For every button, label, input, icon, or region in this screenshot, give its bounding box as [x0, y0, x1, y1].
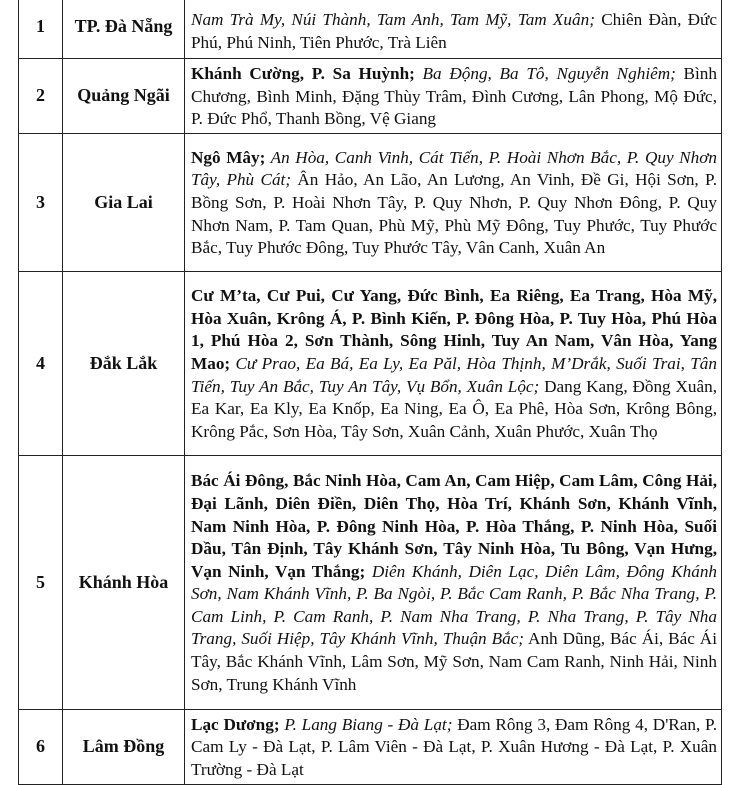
commune-list [185, 0, 722, 59]
table-row [19, 59, 722, 134]
list-segment: An Hòa, Canh Vinh, Cát Tiến, P. Hoài Nhơn Bắc, P. Quy Nhơn Tây, Phù Cát; [191, 147, 717, 190]
commune-list [185, 709, 722, 784]
table-row [19, 709, 722, 784]
list-segment: Cư Prao, Ea Bá, Ea Ly, Ea Păl, Hòa Thịnh, M’Drắk, Suối Trai, Tân Tiến, Tuy An Bắc, Tuy An Tây, Vụ Bổn, Xuân Lộc; [191, 353, 717, 396]
commune-list [185, 59, 722, 134]
region-table [18, 0, 722, 785]
list-segment: Nam Trà My, Núi Thành, Tam Anh, Tam Mỹ, Tam Xuân; [191, 9, 595, 29]
commune-list [185, 455, 722, 709]
list-segment: Ngô Mây; [191, 147, 266, 167]
row-number: 5 [19, 455, 63, 709]
province-name: Gia Lai [63, 133, 185, 271]
list-segment: Lạc Dương; [191, 714, 280, 734]
table-row [19, 455, 722, 709]
list-segment: Đam Rông 3, Đam Rông 4, D'Ran, P. Cam Ly - Đà Lạt, P. Lâm Viên - Đà Lạt, P. Xuân Hương - Đà Lạt, P. Xuân Trường - Đà Lạt [191, 714, 717, 779]
table-row [19, 271, 722, 455]
table-row [19, 0, 722, 59]
commune-list [185, 133, 722, 271]
row-number: 6 [19, 709, 63, 784]
list-segment: Cư M’ta, Cư Pui, Cư Yang, Đức Bình, Ea Riêng, Ea Trang, Hòa Mỹ, Hòa Xuân, Krông Á, P. Bình Kiến, P. Đông Hòa, P. Tuy Hòa, Phú Hòa 1, Phú Hòa 2, Sơn Thành, Sông Hinh, Tuy An Nam, Vân Hòa, Yang Mao; [191, 286, 717, 373]
row-number: 3 [19, 133, 63, 271]
list-segment: Diên Khánh, Diên Lạc, Diên Lâm, Đông Khánh Sơn, Nam Khánh Vĩnh, P. Ba Ngòi, P. Bắc Cam Ranh, P. Bắc Nha Trang, P. Cam Linh, P. Cam Ranh, P. Nam Nha Trang, P. Nha Trang, P. Tây Nha Trang, Suối Hiệp, Tây Khánh Vĩnh, Thuận Bắc; [191, 561, 718, 649]
list-segment: Chiên Đàn, Đức Phú, Phú Ninh, Tiên Phước, Trà Liên [191, 9, 717, 52]
row-number: 1 [19, 0, 63, 59]
province-name: Quảng Ngãi [63, 59, 185, 134]
list-segment: Dang Kang, Đồng Xuân, Ea Kar, Ea Kly, Ea Knốp, Ea Ning, Ea Ô, Ea Phê, Hòa Sơn, Krông Bông, Krông Pắc, Sơn Hòa, Tây Sơn, Xuân Cảnh, Xuân Phước, Xuân Thọ [191, 376, 717, 441]
list-segment: Bác Ái Đông, Bắc Ninh Hòa, Cam An, Cam Hiệp, Cam Lâm, Công Hải, Đại Lãnh, Diên Điền, Diên Thọ, Hòa Trí, Khánh Sơn, Khánh Vĩnh, Nam Ninh Hòa, P. Đông Ninh Hòa, P. Hòa Thắng, P. Ninh Hòa, Suối Dầu, Tân Định, Tây Khánh Sơn, Tây Ninh Hòa, Tu Bông, Vạn Hưng, Vạn Ninh, Vạn Thắng; [191, 471, 717, 581]
list-segment: Khánh Cường, P. Sa Huỳnh; [191, 64, 415, 83]
row-number: 4 [19, 271, 63, 455]
list-segment: Ân Hảo, An Lão, An Lương, An Vinh, Đề Gi, Hội Sơn, P. Bồng Sơn, P. Hoài Nhơn Tây, P. Quy Nhơn, P. Quy Nhơn Đông, P. Quy Nhơn Nam, P. Tam Quan, Phù Mỹ, Phù Mỹ Đông, Tuy Phước, Tuy Phước Bắc, Tuy Phước Đông, Tuy Phước Tây, Vân Canh, Xuân An [191, 170, 718, 258]
commune-list [185, 271, 722, 455]
row-number: 2 [19, 59, 63, 134]
list-segment: Ba Động, Ba Tô, Nguyễn Nghiêm; [414, 64, 676, 83]
province-name: Khánh Hòa [63, 455, 185, 709]
province-name: Đắk Lắk [63, 271, 185, 455]
list-segment: Anh Dũng, Bác Ái, Bác Ái Tây, Bắc Khánh Vĩnh, Lâm Sơn, Mỹ Sơn, Nam Cam Ranh, Ninh Hải, Ninh Sơn, Trung Khánh Vĩnh [191, 629, 717, 694]
table-row [19, 133, 722, 271]
province-name: TP. Đà Nẵng [63, 0, 185, 59]
province-name: Lâm Đồng [63, 709, 185, 784]
list-segment: Bình Chương, Bình Minh, Đặng Thùy Trâm, Đình Cương, Lân Phong, Mộ Đức, P. Đức Phổ, Thanh Bồng, Vệ Giang [191, 64, 717, 129]
list-segment: P. Lang Biang - Đà Lạt; [279, 714, 453, 734]
